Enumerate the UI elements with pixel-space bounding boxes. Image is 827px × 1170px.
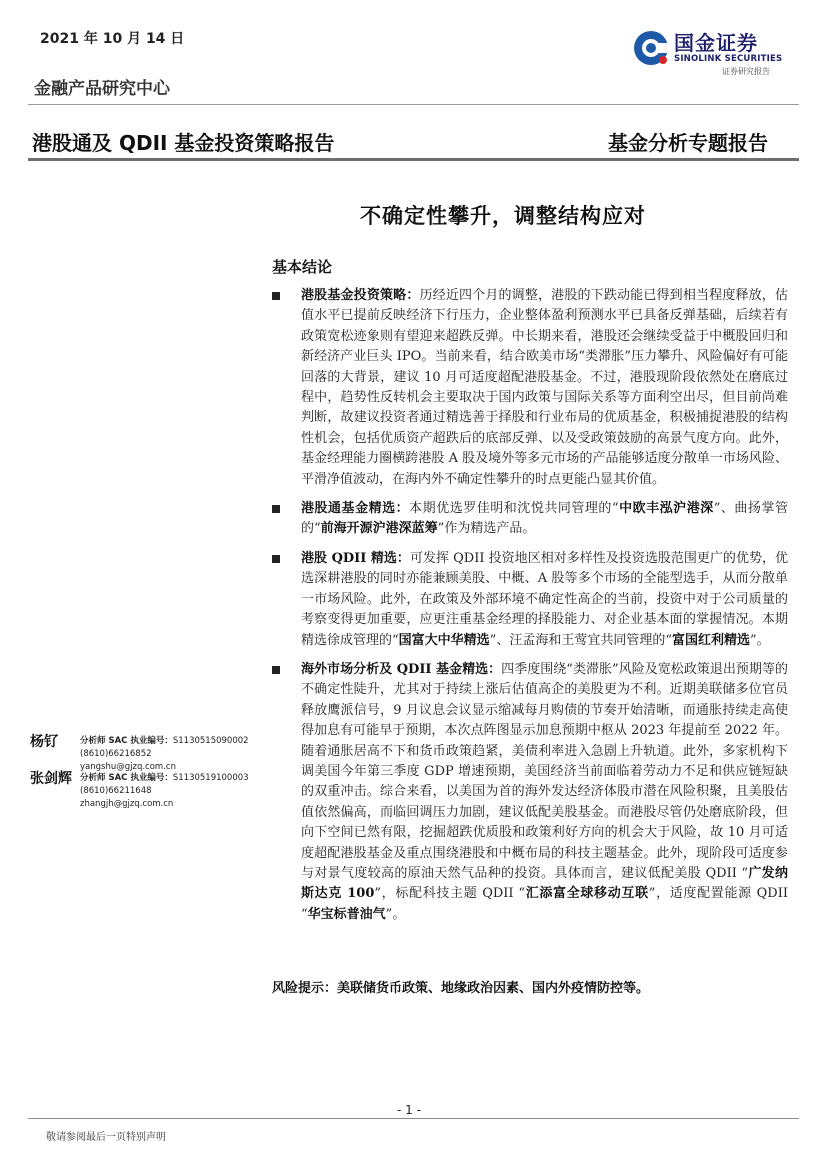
logo-company-name: 国金证券 — [674, 31, 758, 55]
fund-name: 汇添富全球移动互联 — [525, 886, 649, 902]
conclusion-text: ”。 — [385, 906, 406, 922]
page-number: - 1 - — [397, 1103, 421, 1117]
risk-warning: 风险提示：美联储货币政策、地缘政治因素、国内外疫情防控等。 — [272, 981, 650, 996]
bullet-square-icon — [272, 292, 280, 300]
analyst-name: 张剑辉 — [30, 771, 72, 787]
analyst-sac-number: S1130515090002 — [172, 736, 249, 746]
header-divider — [28, 104, 799, 105]
analyst-sac-label: 分析师 SAC 执业编号： — [80, 773, 173, 783]
conclusion-text: ”作为精选产品。 — [437, 521, 536, 537]
analyst-phone: (8610)66211648 — [80, 786, 152, 796]
main-title: 不确定性攀升，调整结构应对 — [360, 203, 646, 228]
analyst-contact — [80, 772, 249, 811]
footer-disclaimer: 敬请参阅最后一页特别声明 — [46, 1132, 166, 1143]
title-divider — [28, 158, 799, 161]
sinolink-logo-icon — [632, 29, 670, 67]
conclusion-text: ”、曲扬掌管的“ — [301, 501, 788, 537]
bullet-square-icon — [272, 666, 280, 674]
analyst-name: 杨钌 — [30, 734, 58, 750]
conclusion-text: ”，标配科技主题 QDII “ — [374, 886, 526, 902]
conclusion-item-heading: 港股通基金精选： — [301, 501, 410, 517]
conclusion-item-heading: 港股 QDII 精选： — [301, 550, 410, 566]
conclusion-item — [268, 549, 788, 651]
section-heading: 基本结论 — [272, 258, 333, 276]
fund-name: 国富大中华精选 — [398, 632, 490, 648]
conclusion-text: 可发挥 QDII 投资地区相对多样性及投资选股范围更广的优势，优选深耕港股的同时亦能兼顾美股、中概、A 股等多个市场的全能型选手，从而分散单一市场风险。此外，在政策及外部环境不确定性高企的当前，投资中对于公司质量的考察变得更加重要，应更注重基金经理的择股能力、对企业基本面的掌握情况。本期精选徐成管理的“ — [301, 550, 789, 648]
footer-divider — [28, 1118, 799, 1119]
analyst-contact — [80, 735, 249, 774]
conclusion-text: 本期优选罗佳明和沈悦共同管理的“ — [409, 501, 619, 517]
conclusion-text: ”。 — [749, 632, 770, 648]
conclusion-text: 四季度围绕“类滞胀”风险及宽松政策退出预期等的不确定性陡升，尤其对于持续上涨后估值高企的美股更为不利。近期美联储多位官员释放鹰派信号，9 月议息会议显示缩减每月购债的节奏开始清晰，而通胀持续走高使得加息有可能早于预期，本次点阵图显示加息预期中枢从 2023 年提前至 2022 年。随着通胀居高不下和货币政策趋紧，美债利率进入急剧上升轨道。此外，多家机构下调美国今年第三季度 GDP 增速预期，美国经济当前面临着劳动力不足和供应链短缺的双重冲击。综合来看，以美国为首的海外发达经济体股市潜在风险积聚，且美股估值依然偏高，而临回调压力加剧，建议低配美股基金。而港股尽管仍处磨底阶段，但向下空间已然有限，挖掘超跌优质股和政策利好方向的机会大于风险，故 10 月可适度超配港股基金及重点围绕港股和中概布局的科技主题基金。此外，现阶段可适度参与对景气度较高的原油天然气品种的投资。具体而言，建议低配美股 QDII “ — [301, 661, 789, 881]
fund-name: 富国红利精选 — [671, 632, 750, 648]
bullet-square-icon — [272, 505, 280, 513]
fund-name: 广发纳斯达克 100 — [301, 865, 788, 902]
logo-subtitle: 证券研究报告 — [722, 67, 770, 76]
conclusion-item-heading: 港股基金投资策略： — [301, 288, 420, 303]
logo-english-name: SINOLINK SECURITIES — [674, 54, 783, 64]
analyst-sac-number: S1130519100003 — [172, 773, 249, 783]
report-date: 2021 年 10 月 14 日 — [40, 31, 185, 47]
conclusion-text: ”，适度配置能源 QDII “ — [301, 886, 788, 922]
fund-name: 华宝标普油气 — [307, 906, 386, 922]
report-series-title: 港股通及 QDII 基金投资策略报告 — [32, 131, 335, 155]
fund-name: 前海开源沪港深蓝筹 — [320, 521, 438, 537]
conclusion-item — [268, 286, 788, 490]
conclusion-item — [268, 660, 788, 925]
analyst-sac-label: 分析师 SAC 执业编号： — [80, 736, 173, 746]
conclusion-item — [268, 499, 788, 540]
analyst-phone: (8610)66216852 — [80, 749, 152, 759]
conclusion-item-heading: 海外市场分析及 QDII 基金精选： — [301, 661, 502, 677]
research-center-name: 金融产品研究中心 — [34, 79, 170, 99]
fund-name: 中欧丰泓沪港深 — [618, 501, 714, 517]
conclusion-text: 历经近四个月的调整，港股的下跌动能已得到相当程度释放，估值水平已提前反映经济下行压力，企业整体盈利预测水平已具备反弹基础，后续若有政策宽松迹象则有望迎来超跌反弹。中长期来看，港股还会继续受益于中概股回归和新经济产业巨头 IPO。当前来看，结合欧美市场“类滞胀”压力攀升、风险偏好有可能回落的大背景，建议 10 月可适度超配港股基金。不过，港股现阶段依然处在磨底过程中，趋势性反转机会主要取决于国内政策与国际关系等方面利空出尽，但目前尚难判断，故建议投资者通过精选善于择股和行业布局的优质基金，积极捕捉港股的结构性机会，包括优质资产超跌后的底部反弹、以及受政策鼓励的高景气度方向。此外，基金经理能力圈横跨港股 A 股及境外等多元市场的产品能够适度分散单一市场风险、平滑净值波动，在海内外不确定性攀升的时点更能凸显其价值。 — [301, 288, 788, 487]
bullet-square-icon — [272, 555, 280, 563]
report-type: 基金分析专题报告 — [608, 131, 768, 155]
analyst-email[interactable]: yangshu@gjzq.com.cn — [80, 762, 176, 772]
analyst-email[interactable]: zhangjh@gjzq.com.cn — [80, 799, 174, 809]
conclusion-text: ”、汪孟海和王莺宜共同管理的“ — [489, 632, 672, 648]
conclusion-list — [268, 286, 788, 934]
